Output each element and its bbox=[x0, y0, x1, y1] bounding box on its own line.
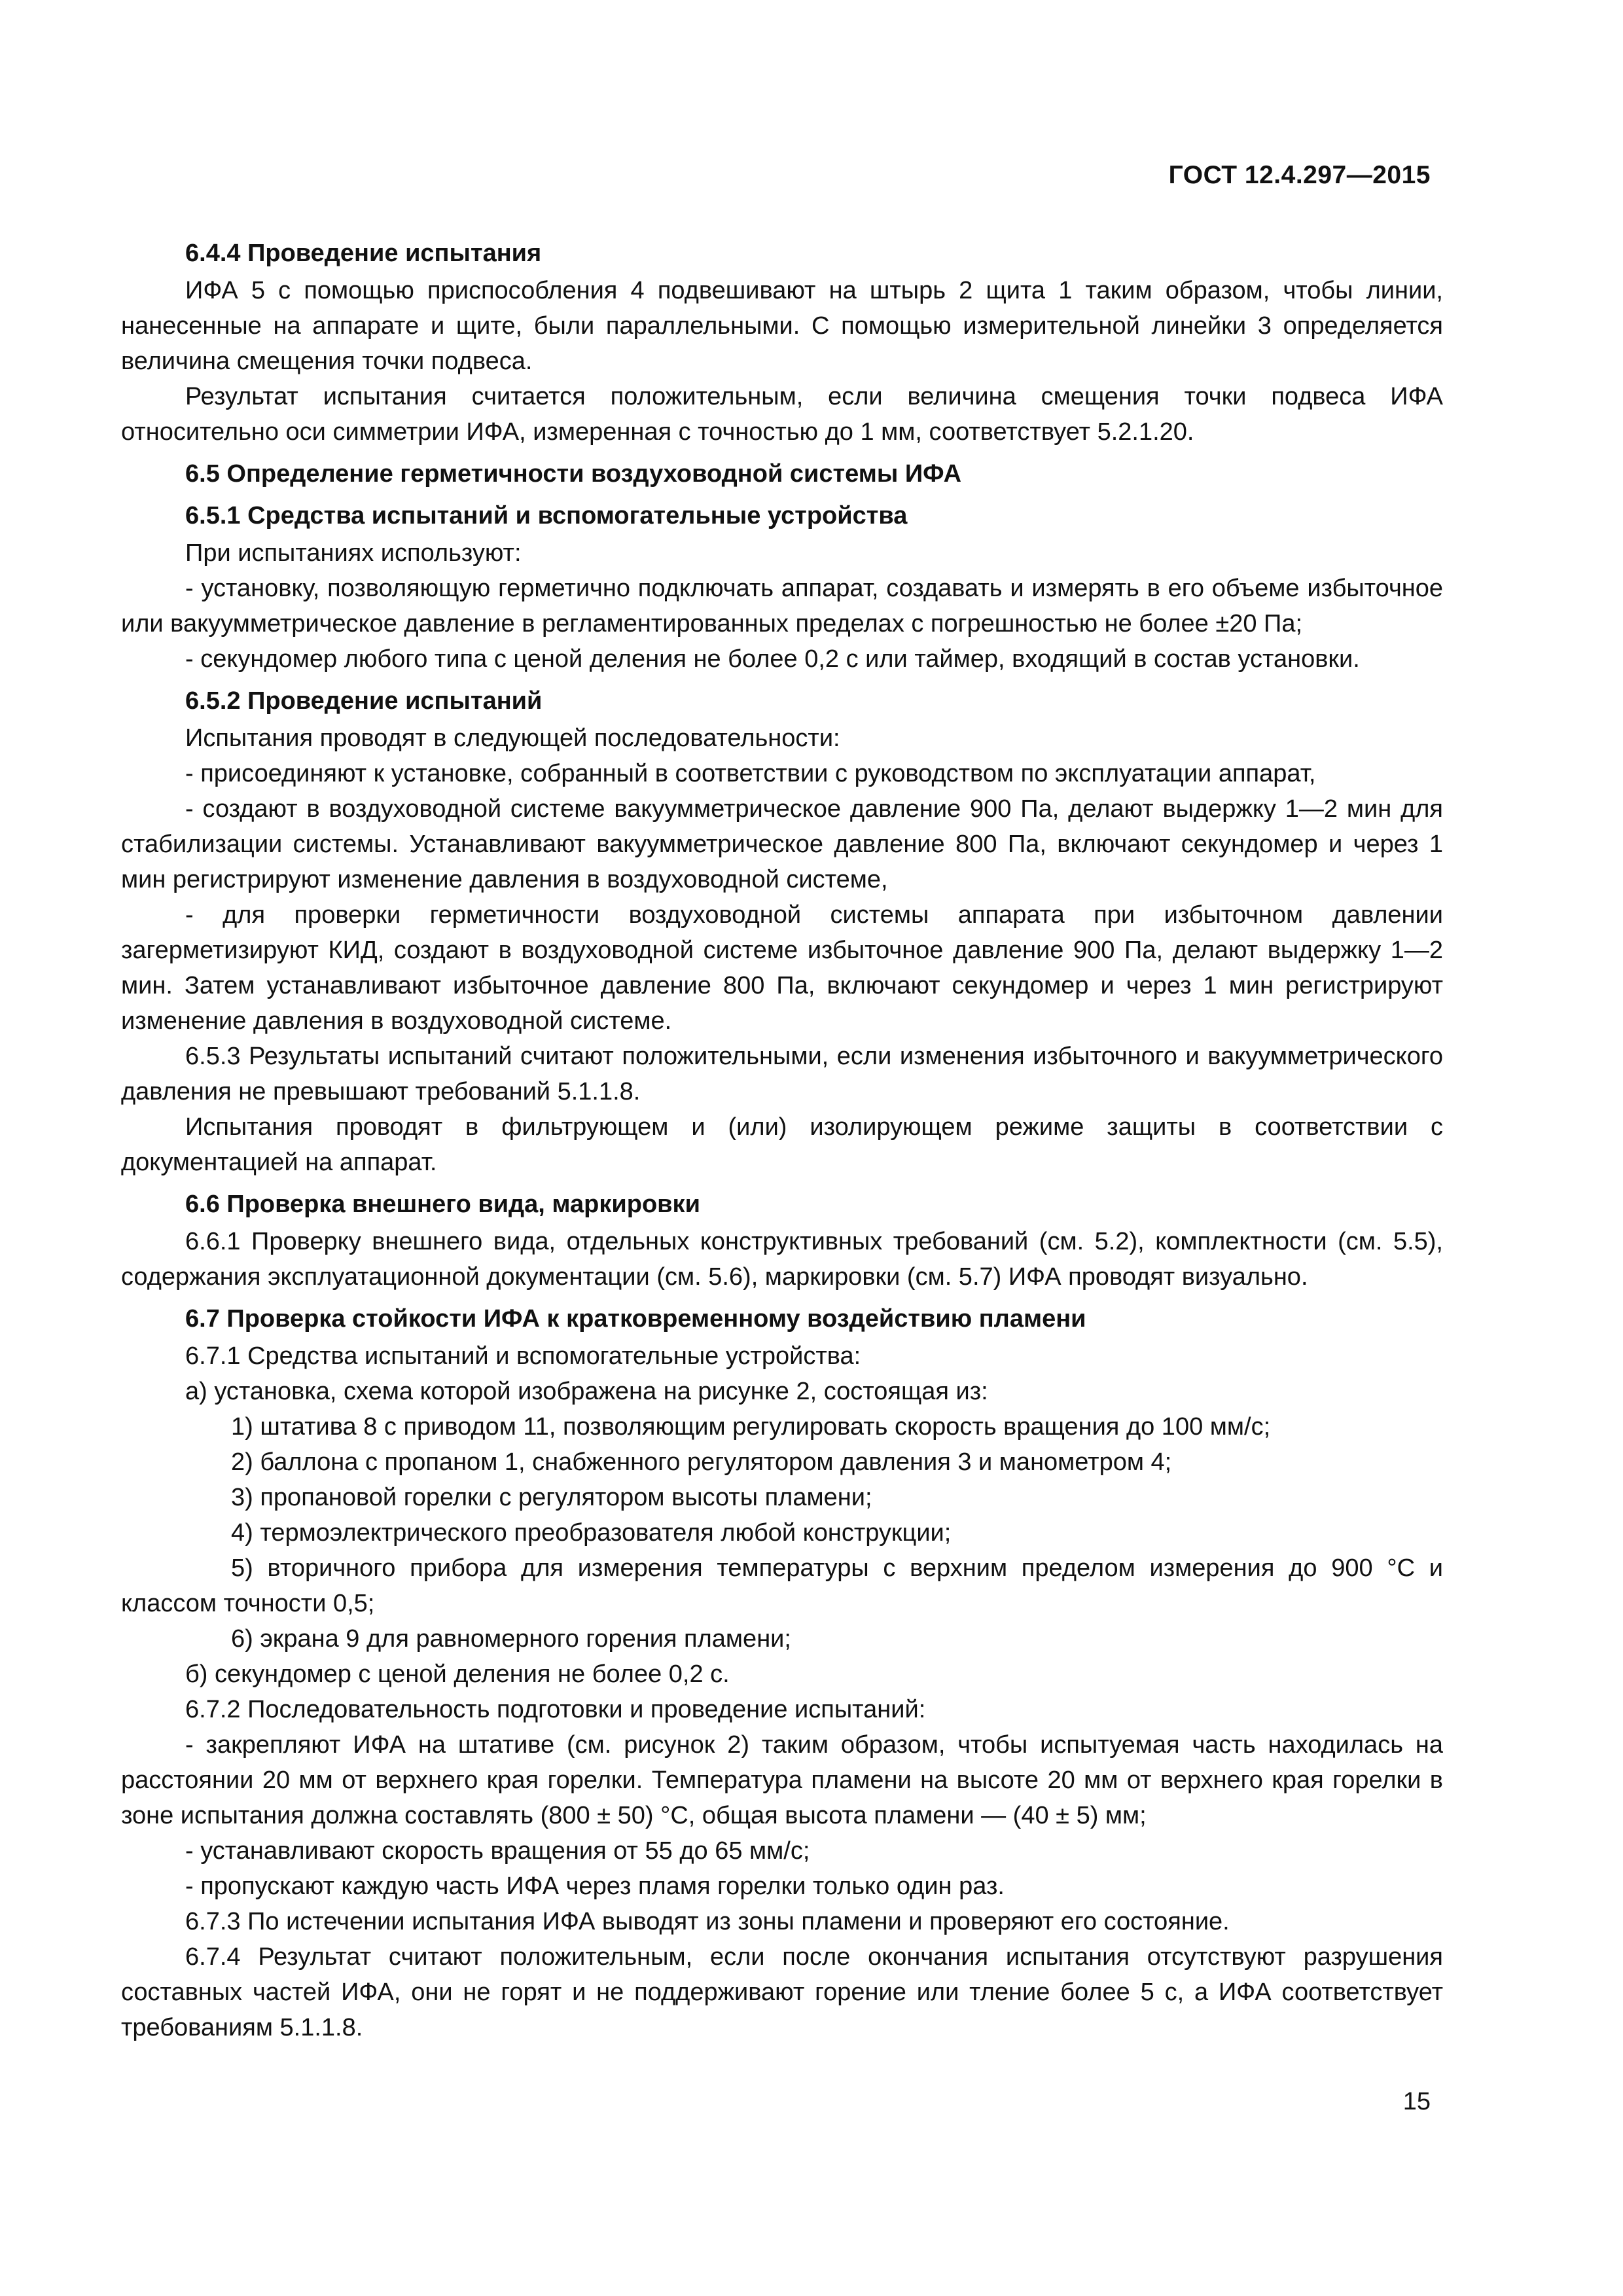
paragraph: 6.7.1 Средства испытаний и вспомогательные устройства: bbox=[185, 1342, 861, 1370]
paragraph: Результат испытания считается положительным, если величина смещения точки подвеса ИФА относительно оси симметрии ИФА, измеренная с точностью до 1 мм, соответствует 5.2.1.20. bbox=[121, 383, 1443, 446]
list-item: а) установка, схема которой изображена на рисунке 2, состоящая из: bbox=[185, 1378, 988, 1405]
sub-list-item: 5) вторичного прибора для измерения температуры с верхним пределом измерения до 900 °С и классом точности 0,5; bbox=[121, 1554, 1443, 1617]
paragraph: 6.7.4 Результат считают положительным, если после окончания испытания отсутствуют разрушения составных частей ИФА, они не горят и не поддерживают горение или тление более 5 с, а ИФА соответствует требованиям 5.1.1.8. bbox=[121, 1943, 1443, 2041]
paragraph: Испытания проводят в фильтрующем и (или) изолирующем режиме защиты в соответствии с документацией на аппарат. bbox=[121, 1113, 1443, 1176]
section-heading-6-5: 6.5 Определение герметичности воздуховодной системы ИФА bbox=[185, 460, 962, 488]
sub-list-item: 4) термоэлектрического преобразователя любой конструкции; bbox=[231, 1519, 952, 1547]
list-item: - устанавливают скорость вращения от 55 до 65 мм/с; bbox=[185, 1837, 810, 1865]
sub-list-item: 1) штатива 8 с приводом 11, позволяющим регулировать скорость вращения до 100 мм/с; bbox=[231, 1413, 1271, 1441]
section-heading-6-4-4: 6.4.4 Проведение испытания bbox=[185, 240, 542, 267]
sub-list-item: 2) баллона с пропаном 1, снабженного регулятором давления 3 и манометром 4; bbox=[231, 1448, 1172, 1476]
list-item: - закрепляют ИФА на штативе (см. рисунок 2) таким образом, чтобы испытуемая часть находилась на расстоянии 20 мм от верхнего края горелки. Температура пламени на высоте 20 мм от верхнего края горелки в зоне испытания должна составлять (800 ± 50) °С, общая высота пламени — (40 ± 5) мм; bbox=[121, 1731, 1443, 1829]
section-heading-6-7: 6.7 Проверка стойкости ИФА к кратковременному воздействию пламени bbox=[185, 1305, 1086, 1333]
paragraph: 6.6.1 Проверку внешнего вида, отдельных конструктивных требований (см. 5.2), комплектности (см. 5.5), содержания эксплуатационной документации (см. 5.6), маркировки (см. 5.7) ИФА проводят визуально. bbox=[121, 1228, 1443, 1291]
section-heading-6-5-2: 6.5.2 Проведение испытаний bbox=[185, 687, 543, 715]
section-heading-6-5-1: 6.5.1 Средства испытаний и вспомогательные устройства bbox=[185, 502, 908, 529]
list-item: - для проверки герметичности воздуховодной системы аппарата при избыточном давлении загерметизируют КИД, создают в воздуховодной системе избыточное давление 900 Па, делают выдержку 1—2 мин. Затем устанавливают избыточное давление 800 Па, включают секундомер и через 1 мин регистрируют изменение давления в воздуховодной системе. bbox=[121, 901, 1443, 1035]
section-heading-6-6: 6.6 Проверка внешнего вида, маркировки bbox=[185, 1191, 700, 1218]
sub-list-item: 3) пропановой горелки с регулятором высоты пламени; bbox=[231, 1484, 872, 1511]
document-code: ГОСТ 12.4.297—2015 bbox=[1168, 161, 1431, 189]
paragraph: 6.7.3 По истечении испытания ИФА выводят из зоны пламени и проверяют его состояние. bbox=[185, 1908, 1230, 1935]
list-item: - установку, позволяющую герметично подключать аппарат, создавать и измерять в его объеме избыточное или вакуумметрическое давление в регламентированных пределах с погрешностью не более ±20 Па; bbox=[121, 575, 1443, 637]
list-item: - секундомер любого типа с ценой деления не более 0,2 с или таймер, входящий в состав установки. bbox=[185, 645, 1360, 673]
paragraph: ИФА 5 с помощью приспособления 4 подвешивают на штырь 2 щита 1 таким образом, чтобы линии, нанесенные на аппарате и щите, были параллельными. С помощью измерительной линейки 3 определяется величина смещения точки подвеса. bbox=[121, 277, 1443, 375]
list-item: - пропускают каждую часть ИФА через пламя горелки только один раз. bbox=[185, 1873, 1005, 1900]
document-body bbox=[121, 229, 1443, 2045]
paragraph: 6.5.3 Результаты испытаний считают положительными, если изменения избыточного и вакуумметрического давления не превышают требований 5.1.1.8. bbox=[121, 1043, 1443, 1105]
paragraph: 6.7.2 Последовательность подготовки и проведение испытаний: bbox=[185, 1696, 926, 1723]
paragraph: Испытания проводят в следующей последовательности: bbox=[185, 725, 840, 752]
sub-list-item: 6) экрана 9 для равномерного горения пламени; bbox=[231, 1625, 791, 1653]
paragraph: При испытаниях используют: bbox=[185, 539, 522, 567]
list-item: - присоединяют к установке, собранный в соответствии с руководством по эксплуатации аппарат, bbox=[185, 760, 1316, 787]
list-item: б) секундомер с ценой деления не более 0,2 с. bbox=[185, 1660, 730, 1688]
page-number: 15 bbox=[1402, 2088, 1431, 2115]
list-item: - создают в воздуховодной системе вакуумметрическое давление 900 Па, делают выдержку 1—2 мин для стабилизации системы. Устанавливают вакуумметрическое давление 800 Па, включают секундомер и через 1 мин регистрируют изменение давления в воздуховодной системе, bbox=[121, 795, 1443, 893]
